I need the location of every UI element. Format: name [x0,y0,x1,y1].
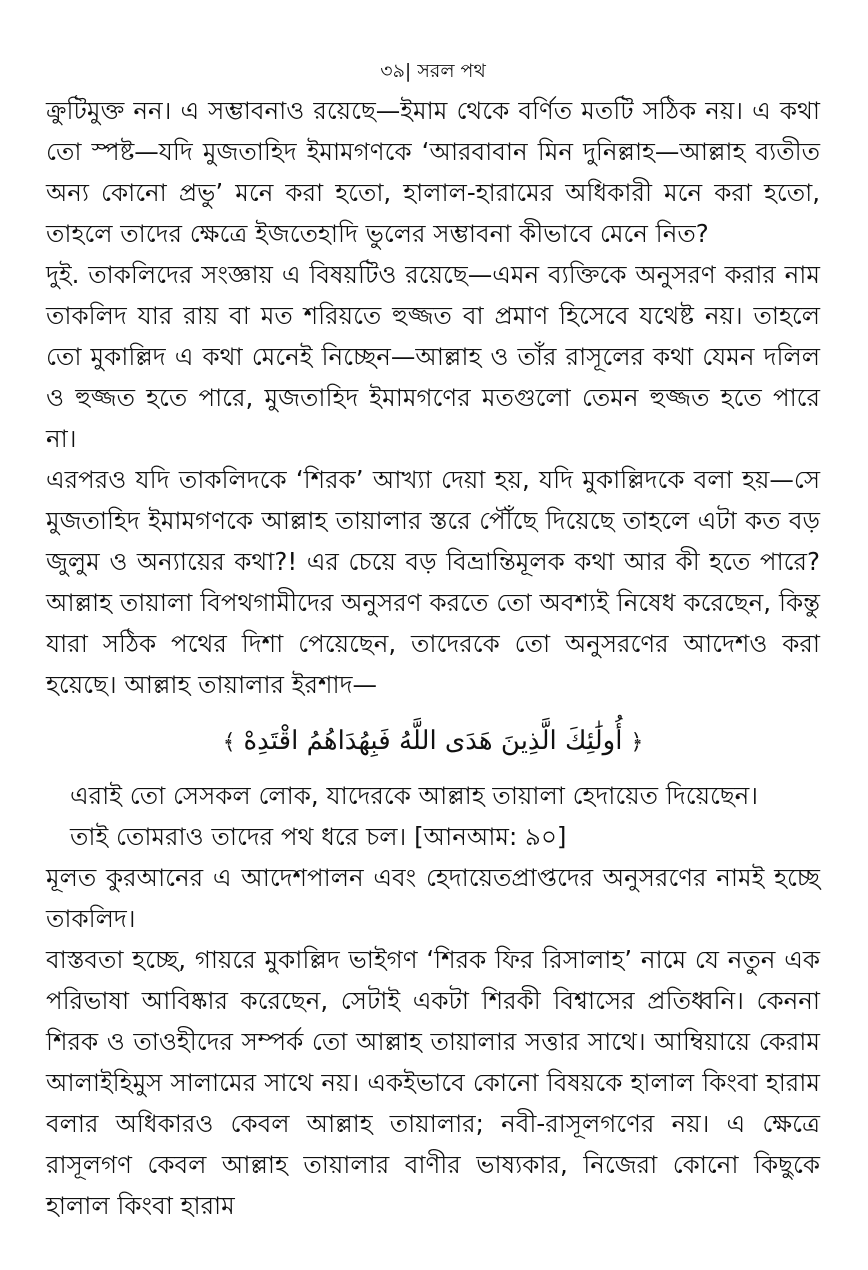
quran-verse [46,719,820,765]
verse-arabic-text: أُولَٰئِكَ الَّذِينَ هَدَى اللَّهُ فَبِهُدَاهُمُ اقْتَدِهْ [243,726,623,756]
paragraph-3: এরপরও যদি তাকলিদকে ‘শিরক’ আখ্যা দেয়া হয়, যদি মুকাল্লিদকে বলা হয়—সে মুজতাহিদ ইমামগণকে আল্লাহ তায়ালার স্তরে পৌঁছে দিয়েছে তাহলে এটা কত বড় জুলুম ও অন্যায়ের কথা?! এর চেয়ে বড় বিভ্রান্তিমূলক কথা আর কী হতে পারে? আল্লাহ তায়ালা বিপথগামীদের অনুসরণ করতে তো অবশ্যই নিষেধ করেছেন, কিন্তু যারা সঠিক পথের দিশা পেয়েছেন, তাদেরকে তো অনুসরণের আদেশও করা হয়েছে। আল্লাহ তায়ালার ইরশাদ— [46,465,820,699]
paragraph-1: ক্রুটিমুক্ত নন। এ সম্ভাবনাও রয়েছে—ইমাম থেকে বর্ণিত মতটি সঠিক নয়। এ কথা তো স্পষ্ট—যদি মুজতাহিদ ইমামগণকে ‘আরবাবান মিন দুনিল্লাহ—আল্লাহ ব্যতীত অন্য কোনো প্রভু’ মনে করা হতো, হালাল-হারামের অধিকারী মনে করা হতো, তাহলে তাদের ক্ষেত্রে ইজতেহাদি ভুলের সম্ভাবনা কীভাবে মেনে নিত? [46,96,820,248]
page-header: ৩৯| সরল পথ [380,60,486,82]
verse-open-bracket: ﴿ [630,730,644,755]
verse-translation: এরাই তো সেসকল লোক, যাদেরকে আল্লাহ তায়ালা হেদায়েত দিয়েছেন। তাই তোমরাও তাদের পথ ধরে চল। [আনআম: ৯০] [70,781,759,851]
paragraph-4: মূলত কুরআনের এ আদেশপালন এবং হেদায়েতপ্রাপ্তদের অনুসরণের নামই হচ্ছে তাকলিদ। [46,863,820,933]
paragraph-5: বাস্তবতা হচ্ছে, গায়রে মুকাল্লিদ ভাইগণ ‘শিরক ফির রিসালাহ’ নামে যে নতুন এক পরিভাষা আবিষ্কার করেছেন, সেটাই একটা শিরকী বিশ্বাসের প্রতিধ্বনি। কেননা শিরক ও তাওহীদের সম্পর্ক তো আল্লাহ তায়ালার সত্তার সাথে। আম্বিয়ায়ে কেরাম আলাইহিমুস সালামের সাথে নয়। একইভাবে কোনো বিষয়কে হালাল কিংবা হারাম বলার অধিকারও কেবল আল্লাহ তায়ালার; নবী-রাসূলগণের নয়। এ ক্ষেত্রে রাসূলগণ কেবল আল্লাহ তায়ালার বাণীর ভাষ্যকার, নিজেরা কোনো কিছুকে হালাল কিংবা হারাম [46,945,820,1220]
paragraph-2: দুই. তাকলিদের সংজ্ঞায় এ বিষয়টিও রয়েছে—এমন ব্যক্তিকে অনুসরণ করার নাম তাকলিদ যার রায় বা মত শরিয়তে হুজ্জত বা প্রমাণ হিসেবে যথেষ্ট নয়। তাহলে তো মুকাল্লিদ এ কথা মেনেই নিচ্ছেন—আল্লাহ ও তাঁর রাসূলের কথা যেমন দলিল ও হুজ্জত হতে পারে, মুজতাহিদ ইমামগণের মতগুলো তেমন হুজ্জত হতে পারে না। [46,260,820,453]
verse-close-bracket: ﴾ [222,730,236,755]
